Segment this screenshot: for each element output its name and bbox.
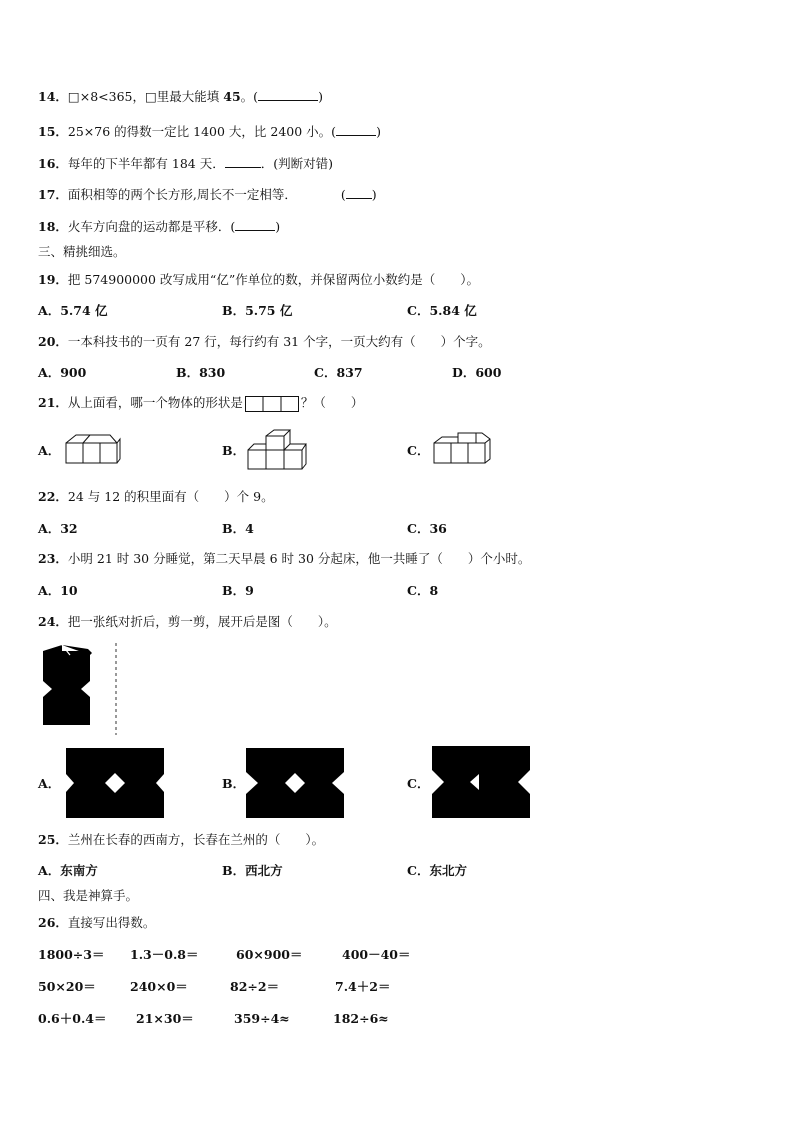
- option-c[interactable]: C．36: [407, 521, 447, 536]
- calc-item[interactable]: 82÷2＝: [230, 979, 280, 994]
- paren-close: ): [371, 187, 377, 202]
- answer-blank[interactable]: [346, 186, 372, 199]
- answer-blank[interactable]: [225, 155, 261, 168]
- paren-close: ): [376, 124, 381, 139]
- answer-blank[interactable]: [336, 123, 376, 136]
- question-text: 把一张纸对折后，剪一剪，展开后是图（ ）。: [67, 614, 337, 629]
- question-number: 19．: [38, 272, 68, 287]
- question-14: [38, 88, 323, 106]
- solid-figure-b-icon: [246, 428, 312, 472]
- question-number: 25．: [38, 832, 68, 847]
- option-b[interactable]: B．830: [176, 365, 226, 380]
- question-text: 从上面看，哪一个物体的形状是: [67, 395, 243, 410]
- option-b[interactable]: B．西北方: [222, 863, 283, 878]
- option-c[interactable]: C．东北方: [407, 863, 467, 878]
- answer-blank[interactable]: [258, 88, 318, 101]
- cut-paper-a-icon: [66, 748, 166, 818]
- question-25: [38, 831, 324, 849]
- option-b[interactable]: B．9: [222, 583, 254, 598]
- question-number: 20．: [38, 334, 68, 349]
- cut-paper-c-icon: [432, 746, 532, 818]
- calc-item[interactable]: 0.6＋0.4＝: [38, 1011, 107, 1026]
- question-text: □×8<365，□里最大能填: [67, 89, 224, 104]
- question-text: 火车方向盘的运动都是平移．(: [67, 219, 236, 234]
- calc-item[interactable]: 400－40＝: [342, 947, 411, 962]
- question-number: 14．: [38, 89, 68, 104]
- option-a[interactable]: A．: [38, 443, 61, 458]
- question-20: [38, 333, 491, 351]
- question-text: 小明 21 时 30 分睡觉，第二天早晨 6 时 30 分起床，他一共睡了（ ）个小时。: [67, 551, 531, 566]
- question-22: [38, 488, 274, 506]
- answer-value: 45: [223, 89, 241, 104]
- question-number: 21．: [38, 395, 68, 410]
- question-18: [38, 218, 280, 236]
- section-heading-4: 四、我是神算手。: [38, 888, 139, 903]
- calc-item[interactable]: 1800÷3＝: [38, 947, 105, 962]
- question-26: [38, 914, 155, 932]
- calc-item[interactable]: 359÷4≈: [234, 1011, 290, 1026]
- option-c[interactable]: C．: [407, 776, 430, 791]
- solid-figure-a-icon: [62, 431, 122, 467]
- option-a[interactable]: A．32: [38, 521, 78, 536]
- option-a[interactable]: A．: [38, 776, 61, 791]
- question-number: 23．: [38, 551, 68, 566]
- question-number: 15．: [38, 124, 68, 139]
- question-number: 16．: [38, 156, 68, 171]
- question-15: [38, 123, 381, 141]
- question-number: 26．: [38, 915, 68, 930]
- option-b[interactable]: B．4: [222, 521, 254, 536]
- calc-item[interactable]: 7.4＋2＝: [335, 979, 391, 994]
- option-a[interactable]: A．10: [38, 583, 78, 598]
- question-tail: ．(判断对错): [260, 156, 333, 171]
- option-c[interactable]: C．8: [407, 583, 439, 598]
- question-17: [38, 186, 377, 204]
- answer-blank[interactable]: [235, 218, 275, 231]
- paren-open: 。(: [240, 89, 259, 104]
- calc-item[interactable]: 182÷6≈: [333, 1011, 389, 1026]
- question-text: 兰州在长春的西南方，长春在兰州的（ ）。: [67, 832, 325, 847]
- option-b[interactable]: B．: [222, 443, 246, 458]
- question-21: [38, 394, 363, 412]
- cut-paper-b-icon: [246, 748, 346, 818]
- question-text: 一本科技书的一页有 27 行，每行约有 31 个字，一页大约有（ ）个字。: [67, 334, 491, 349]
- option-a[interactable]: A．900: [38, 365, 87, 380]
- question-text: 直接写出得数。: [67, 915, 156, 930]
- question-text: 24 与 12 的积里面有（ ）个 9。: [67, 489, 274, 504]
- paren-open: (: [340, 187, 346, 202]
- paren-close: ): [275, 219, 281, 234]
- option-a[interactable]: A．东南方: [38, 863, 98, 878]
- question-number: 24．: [38, 614, 68, 629]
- question-24: [38, 613, 337, 631]
- folded-paper-icon: [40, 643, 130, 737]
- calc-item[interactable]: 60×900＝: [236, 947, 303, 962]
- calc-item[interactable]: 1.3－0.8＝: [130, 947, 199, 962]
- option-c[interactable]: C．837: [314, 365, 363, 380]
- calc-item[interactable]: 240×0＝: [130, 979, 188, 994]
- question-16: [38, 155, 333, 173]
- question-23: [38, 550, 530, 568]
- question-text: 25×76 的得数一定比 1400 大，比 2400 小。(: [67, 124, 337, 139]
- calc-item[interactable]: 50×20＝: [38, 979, 96, 994]
- option-d[interactable]: D．600: [452, 365, 502, 380]
- question-text: 把 574900000 改写成用“亿”作单位的数，并保留两位小数约是（ ）。: [67, 272, 479, 287]
- solid-figure-c-icon: [430, 431, 496, 467]
- question-text: 面积相等的两个长方形,周长不一定相等．: [67, 187, 297, 202]
- question-number: 17．: [38, 187, 68, 202]
- paren-close: ): [318, 89, 323, 104]
- three-square-view-icon: [245, 396, 299, 412]
- option-b[interactable]: B．: [222, 776, 246, 791]
- question-text: 每年的下半年都有 184 天．: [67, 156, 225, 171]
- question-19: [38, 271, 479, 289]
- option-c[interactable]: C．5.84 亿: [407, 303, 477, 318]
- option-b[interactable]: B．5.75 亿: [222, 303, 293, 318]
- option-c[interactable]: C．: [407, 443, 430, 458]
- option-a[interactable]: A．5.74 亿: [38, 303, 108, 318]
- question-tail: ？（ ）: [300, 395, 364, 410]
- section-heading-3: 三、精挑细选。: [38, 244, 126, 259]
- question-number: 18．: [38, 219, 68, 234]
- question-number: 22．: [38, 489, 68, 504]
- calc-item[interactable]: 21×30＝: [136, 1011, 194, 1026]
